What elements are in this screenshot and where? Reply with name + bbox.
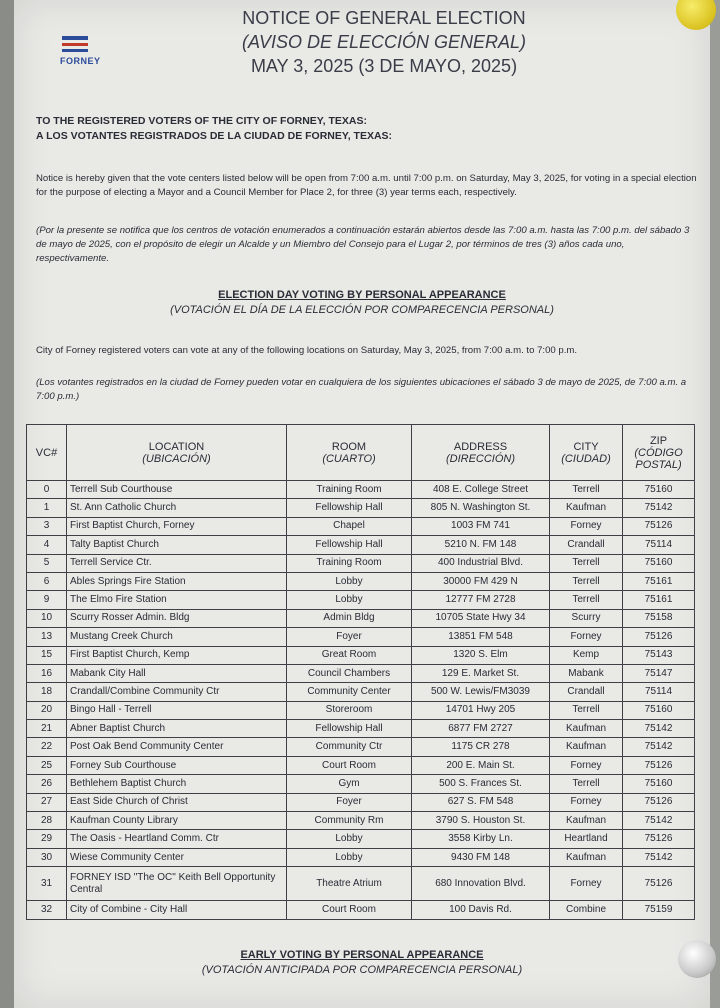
cell-room: Community Ctr (287, 738, 412, 756)
table-row (27, 628, 695, 646)
cell-vc: 29 (27, 830, 67, 848)
cell-location: Abner Baptist Church (67, 720, 287, 738)
cell-address: 1320 S. Elm (412, 646, 550, 664)
cell-address: 9430 FM 148 (412, 848, 550, 866)
cell-room: Foyer (287, 793, 412, 811)
cell-zip: 75126 (623, 628, 695, 646)
board-frame-left (0, 0, 14, 1008)
cell-city: Heartland (550, 830, 623, 848)
early-voting-heading-es: (VOTACIÓN ANTICIPADA POR COMPARECENCIA PERSONAL) (201, 964, 523, 976)
election-day-text-es: (Los votantes registrados en la ciudad de Forney pueden votar en cualquiera de los siguientes ubicaciones el sábado 3 de mayo de 2025, de 7:00 a.m. a 7:00 p.m.) (36, 377, 687, 402)
cell-room: Training Room (287, 554, 412, 572)
cell-city: Kaufman (550, 848, 623, 866)
table-row (27, 901, 695, 919)
cell-room: Community Center (287, 683, 412, 701)
cell-location: First Baptist Church, Kemp (67, 646, 287, 664)
table-row (27, 517, 695, 535)
table-row (27, 720, 695, 738)
cell-room: Fellowship Hall (287, 499, 412, 517)
forney-logo (50, 32, 130, 72)
table-row (27, 830, 695, 848)
cell-vc: 31 (27, 867, 67, 901)
cell-city: Combine (550, 901, 623, 919)
table-row (27, 812, 695, 830)
cell-location: Bingo Hall - Terrell (67, 701, 287, 719)
table-row (27, 536, 695, 554)
table-row (27, 609, 695, 627)
cell-city: Terrell (550, 554, 623, 572)
table-row (27, 867, 695, 901)
cell-location: Bethlehem Baptist Church (67, 775, 287, 793)
cell-zip: 75142 (623, 499, 695, 517)
cell-location: Forney Sub Courthouse (67, 756, 287, 774)
cell-vc: 21 (27, 720, 67, 738)
cell-city: Forney (550, 867, 623, 901)
notice-paper (14, 0, 710, 1008)
table-row (27, 848, 695, 866)
cell-zip: 75158 (623, 609, 695, 627)
cell-zip: 75147 (623, 664, 695, 682)
cell-zip: 75126 (623, 793, 695, 811)
cell-location: St. Ann Catholic Church (67, 499, 287, 517)
cell-zip: 75143 (623, 646, 695, 664)
table-row (27, 756, 695, 774)
cell-location: First Baptist Church, Forney (67, 517, 287, 535)
cell-location: FORNEY ISD "The OC" Keith Bell Opportunity Central (67, 867, 287, 901)
cell-vc: 18 (27, 683, 67, 701)
cell-zip: 75126 (623, 867, 695, 901)
cell-address: 3790 S. Houston St. (412, 812, 550, 830)
cell-city: Kaufman (550, 720, 623, 738)
cell-location: Terrell Service Ctr. (67, 554, 287, 572)
header-city: CITY (CIUDAD) (550, 425, 623, 481)
cell-location: Crandall/Combine Community Ctr (67, 683, 287, 701)
cell-address: 100 Davis Rd. (412, 901, 550, 919)
cell-room: Storeroom (287, 701, 412, 719)
cell-room: Theatre Atrium (287, 867, 412, 901)
cell-room: Court Room (287, 901, 412, 919)
table-row (27, 646, 695, 664)
cell-zip: 75114 (623, 536, 695, 554)
addressee (36, 114, 696, 144)
cell-vc: 16 (27, 664, 67, 682)
cell-location: City of Combine - City Hall (67, 901, 287, 919)
notice-text-en: Notice is hereby given that the vote centers listed below will be open from 7:00 a.m. until 7:00 p.m. on Saturday, May 3, 2025, for voting in a special election for the purpose of electing a Mayor and a Council Member for Place 2, for three (3) year terms each, respectively. (36, 173, 697, 198)
cell-room: Lobby (287, 572, 412, 590)
table-row (27, 683, 695, 701)
cell-location: Mabank City Hall (67, 664, 287, 682)
cell-zip: 75142 (623, 812, 695, 830)
table-row (27, 481, 695, 499)
cell-address: 30000 FM 429 N (412, 572, 550, 590)
header-room: ROOM (CUARTO) (287, 425, 412, 481)
addressee-es: A LOS VOTANTES REGISTRADOS DE LA CIUDAD DE FORNEY, TEXAS: (36, 130, 393, 142)
cell-zip: 75160 (623, 775, 695, 793)
header-location: LOCATION (UBICACIÓN) (67, 425, 287, 481)
cell-vc: 26 (27, 775, 67, 793)
table-row (27, 738, 695, 756)
cell-location: The Elmo Fire Station (67, 591, 287, 609)
table-row (27, 591, 695, 609)
cell-zip: 75126 (623, 830, 695, 848)
cell-address: 1003 FM 741 (412, 517, 550, 535)
cell-city: Terrell (550, 701, 623, 719)
cell-room: Court Room (287, 756, 412, 774)
cell-address: 627 S. FM 548 (412, 793, 550, 811)
cell-location: Kaufman County Library (67, 812, 287, 830)
table-row (27, 775, 695, 793)
cell-location: Mustang Creek Church (67, 628, 287, 646)
cell-location: The Oasis - Heartland Comm. Ctr (67, 830, 287, 848)
cell-vc: 0 (27, 481, 67, 499)
cell-vc: 25 (27, 756, 67, 774)
cell-zip: 75142 (623, 720, 695, 738)
cell-zip: 75114 (623, 683, 695, 701)
cell-vc: 3 (27, 517, 67, 535)
title-line-3: MAY 3, 2025 (3 DE MAYO, 2025) (250, 56, 518, 76)
cell-address: 12777 FM 2728 (412, 591, 550, 609)
cell-city: Kaufman (550, 499, 623, 517)
cell-location: Talty Baptist Church (67, 536, 287, 554)
cell-city: Kaufman (550, 812, 623, 830)
cell-location: Terrell Sub Courthouse (67, 481, 287, 499)
addressee-en: TO THE REGISTERED VOTERS OF THE CITY OF FORNEY, TEXAS: (36, 115, 367, 127)
cell-vc: 1 (27, 499, 67, 517)
cell-address: 500 S. Frances St. (412, 775, 550, 793)
notice-text-es: (Por la presente se notifica que los centros de votación enumerados a continuación estarán abiertos desde las 7:00 a.m. hasta las 7:00 p.m. del sábado 3 de mayo de 2025, con el propósito de elegir un Alcalde y un Miembro del Consejo para el Lugar 2, por términos de tres (3) años cada uno, respectivamente. (36, 225, 690, 264)
cell-location: Ables Springs Fire Station (67, 572, 287, 590)
cell-address: 400 Industrial Blvd. (412, 554, 550, 572)
cell-vc: 20 (27, 701, 67, 719)
election-day-heading-en: ELECTION DAY VOTING BY PERSONAL APPEARANCE (218, 289, 506, 301)
cell-zip: 75161 (623, 591, 695, 609)
cell-zip: 75142 (623, 738, 695, 756)
cell-vc: 30 (27, 848, 67, 866)
logo-name: FORNEY (60, 56, 101, 66)
cell-address: 14701 Hwy 205 (412, 701, 550, 719)
early-voting-heading-en: EARLY VOTING BY PERSONAL APPEARANCE (240, 949, 484, 961)
cell-address: 408 E. College Street (412, 481, 550, 499)
cell-city: Terrell (550, 481, 623, 499)
cell-city: Crandall (550, 536, 623, 554)
cell-room: Lobby (287, 848, 412, 866)
cell-vc: 15 (27, 646, 67, 664)
cell-city: Mabank (550, 664, 623, 682)
cell-city: Terrell (550, 572, 623, 590)
table-row (27, 664, 695, 682)
cell-room: Chapel (287, 517, 412, 535)
cell-room: Foyer (287, 628, 412, 646)
board-frame-right (710, 0, 720, 1008)
header-zip: ZIP (CÓDIGO POSTAL) (623, 425, 695, 481)
cell-room: Training Room (287, 481, 412, 499)
table-header-row (27, 425, 695, 481)
cell-address: 129 E. Market St. (412, 664, 550, 682)
cell-address: 13851 FM 548 (412, 628, 550, 646)
cell-room: Council Chambers (287, 664, 412, 682)
cell-address: 3558 Kirby Ln. (412, 830, 550, 848)
election-day-text-en: City of Forney registered voters can vote at any of the following locations on Saturday, May 3, 2025, from 7:00 a.m. to 7:00 p.m. (36, 345, 578, 356)
cell-address: 805 N. Washington St. (412, 499, 550, 517)
cell-vc: 4 (27, 536, 67, 554)
table-row (27, 572, 695, 590)
cell-room: Fellowship Hall (287, 536, 412, 554)
cell-city: Kaufman (550, 738, 623, 756)
cell-address: 200 E. Main St. (412, 756, 550, 774)
cell-room: Community Rm (287, 812, 412, 830)
cell-city: Forney (550, 517, 623, 535)
cell-room: Lobby (287, 830, 412, 848)
cell-city: Forney (550, 756, 623, 774)
cell-city: Forney (550, 793, 623, 811)
cell-room: Gym (287, 775, 412, 793)
cell-zip: 75126 (623, 517, 695, 535)
cell-city: Kemp (550, 646, 623, 664)
cell-location: Wiese Community Center (67, 848, 287, 866)
cell-address: 500 W. Lewis/FM3039 (412, 683, 550, 701)
cell-city: Terrell (550, 775, 623, 793)
header-vc: VC# (27, 425, 67, 481)
cell-room: Great Room (287, 646, 412, 664)
cell-city: Terrell (550, 591, 623, 609)
cell-vc: 32 (27, 901, 67, 919)
cell-location: East Side Church of Christ (67, 793, 287, 811)
cell-address: 6877 FM 2727 (412, 720, 550, 738)
cell-room: Fellowship Hall (287, 720, 412, 738)
cell-vc: 13 (27, 628, 67, 646)
cell-address: 10705 State Hwy 34 (412, 609, 550, 627)
cell-location: Scurry Rosser Admin. Bldg (67, 609, 287, 627)
cell-vc: 5 (27, 554, 67, 572)
early-voting-heading (14, 948, 710, 978)
cell-room: Lobby (287, 591, 412, 609)
election-day-heading-es: (VOTACIÓN EL DÍA DE LA ELECCIÓN POR COMPARECENCIA PERSONAL) (170, 304, 554, 316)
cell-zip: 75161 (623, 572, 695, 590)
vote-centers-table (26, 424, 695, 920)
cell-zip: 75142 (623, 848, 695, 866)
cell-vc: 10 (27, 609, 67, 627)
cell-vc: 9 (27, 591, 67, 609)
table-row (27, 554, 695, 572)
cell-zip: 75160 (623, 701, 695, 719)
cell-vc: 22 (27, 738, 67, 756)
cell-vc: 27 (27, 793, 67, 811)
cell-vc: 6 (27, 572, 67, 590)
cell-zip: 75160 (623, 554, 695, 572)
cell-address: 1175 CR 278 (412, 738, 550, 756)
election-day-heading (14, 288, 710, 318)
cell-location: Post Oak Bend Community Center (67, 738, 287, 756)
table-row (27, 793, 695, 811)
cell-city: Crandall (550, 683, 623, 701)
cell-address: 5210 N. FM 148 (412, 536, 550, 554)
cell-zip: 75126 (623, 756, 695, 774)
cell-address: 680 Innovation Blvd. (412, 867, 550, 901)
header-address: ADDRESS (DIRECCIÓN) (412, 425, 550, 481)
push-pin-white (678, 940, 716, 978)
table-row (27, 499, 695, 517)
cell-city: Forney (550, 628, 623, 646)
cell-zip: 75160 (623, 481, 695, 499)
table-row (27, 701, 695, 719)
page-title (194, 6, 574, 78)
cell-city: Scurry (550, 609, 623, 627)
title-line-1: NOTICE OF GENERAL ELECTION (242, 8, 526, 28)
title-line-2: (AVISO DE ELECCIÓN GENERAL) (241, 32, 527, 52)
cell-zip: 75159 (623, 901, 695, 919)
cell-room: Admin Bldg (287, 609, 412, 627)
cell-vc: 28 (27, 812, 67, 830)
